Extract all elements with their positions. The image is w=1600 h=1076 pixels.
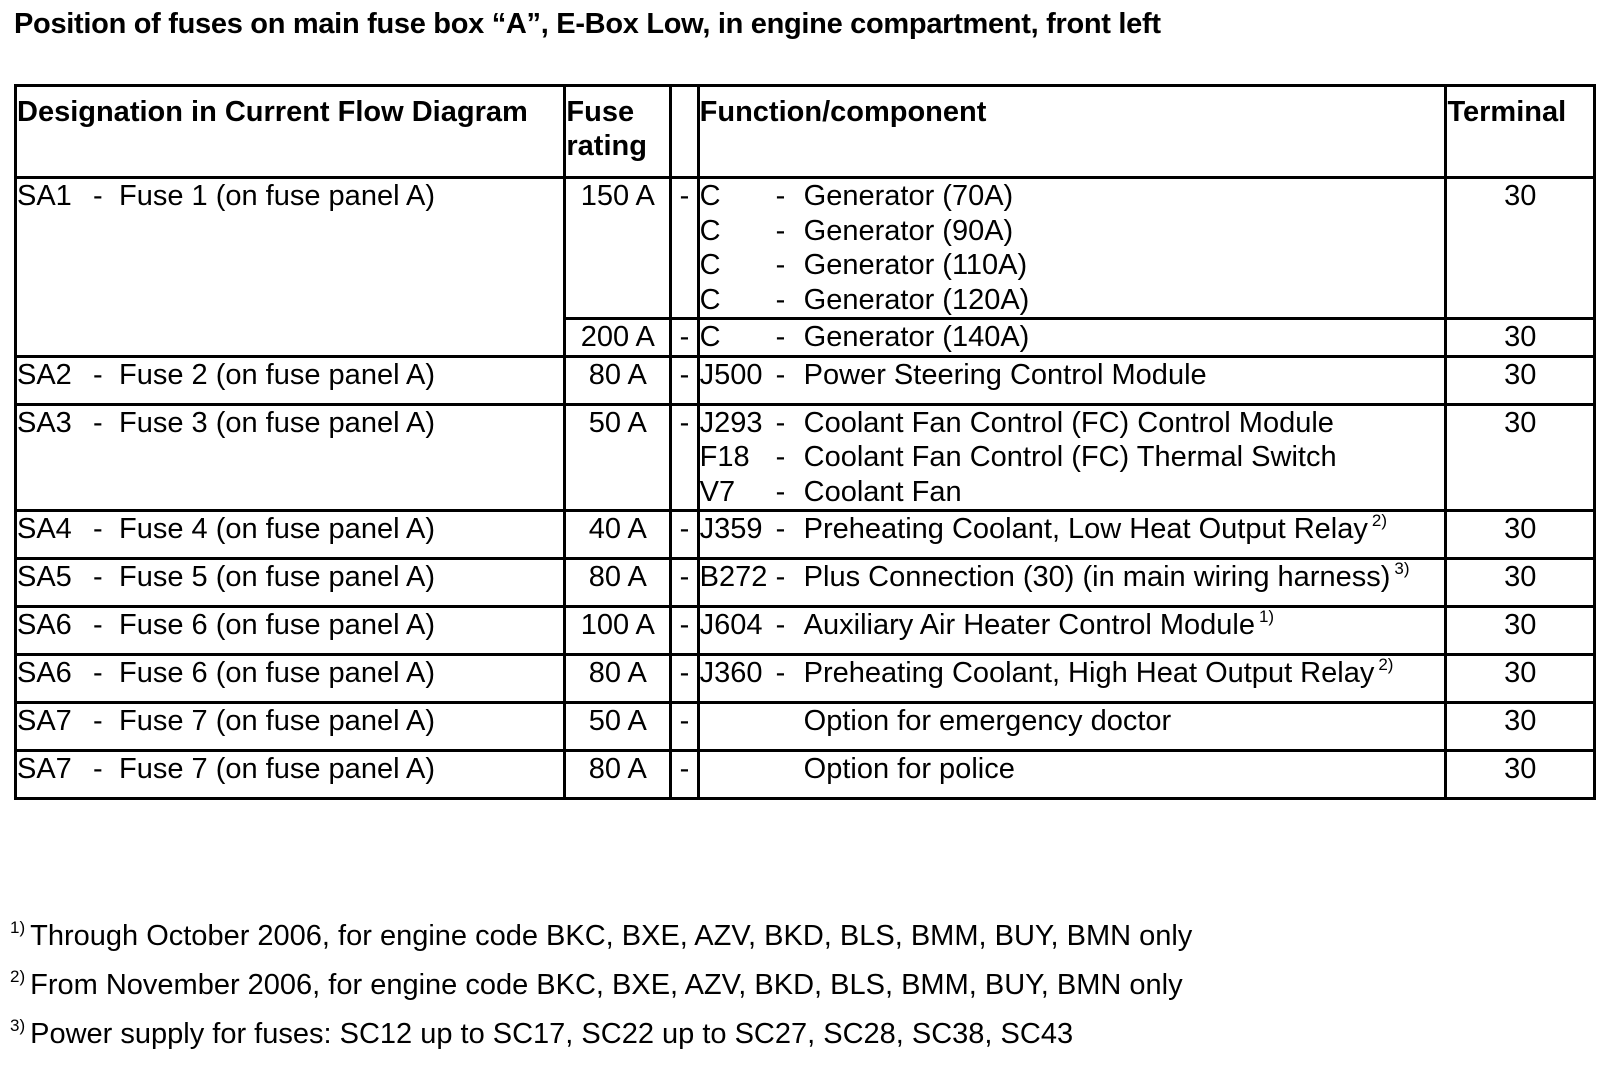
footnote-mark: 2) (10, 967, 26, 986)
component-name: Option for police (803, 753, 1015, 785)
component-code: C (699, 214, 721, 247)
table-row (16, 356, 1595, 404)
designation-separator: - (93, 753, 103, 785)
component-name: Generator (110A) (803, 249, 1028, 281)
designation-description: Fuse 5 (on fuse panel A) (119, 561, 435, 593)
component-code: J500 (699, 358, 763, 391)
dash-cell: - (671, 559, 698, 607)
designation-code: SA3 (17, 406, 72, 439)
designation-code: SA2 (17, 358, 72, 391)
function-line (700, 358, 1445, 393)
component-separator: - (775, 321, 786, 353)
function-line (700, 704, 1445, 739)
terminal-cell: 30 (1446, 511, 1595, 559)
terminal-cell: 30 (1446, 178, 1595, 319)
function-line (700, 440, 1445, 475)
designation-code: SA6 (17, 609, 72, 641)
component-name: Auxiliary Air Heater Control Module (803, 609, 1255, 641)
designation-separator: - (93, 609, 103, 641)
fuse-rating-cell: 100 A (565, 607, 671, 655)
fuse-rating-cell: 50 A (565, 703, 671, 751)
component-separator: - (775, 513, 786, 545)
dash-cell: - (671, 356, 698, 404)
function-line (700, 512, 1445, 547)
component-name: Coolant Fan Control (FC) Thermal Switch (803, 441, 1337, 473)
designation-separator: - (93, 513, 103, 545)
footnote-ref: 1) (1258, 607, 1275, 626)
designation-description: Fuse 1 (on fuse panel A) (119, 180, 435, 212)
terminal-cell: 30 (1446, 607, 1595, 655)
function-cell (698, 559, 1446, 607)
table-header-row (16, 86, 1595, 178)
designation-description: Fuse 6 (on fuse panel A) (119, 609, 435, 641)
designation-separator: - (93, 406, 103, 439)
dash-cell: - (671, 511, 698, 559)
component-separator: - (775, 441, 786, 473)
header-designation: Designation in Current Flow Diagram (16, 86, 565, 178)
dash-cell: - (671, 607, 698, 655)
function-line (700, 179, 1445, 214)
fuse-rating-cell: 150 A (565, 178, 671, 319)
designation-separator: - (93, 358, 103, 391)
header-terminal: Terminal (1446, 86, 1595, 178)
designation-cell (16, 511, 565, 559)
component-name: Generator (90A) (803, 214, 1014, 247)
function-cell (698, 319, 1446, 357)
component-code: J359 (699, 513, 763, 545)
component-name: Preheating Coolant, Low Heat Output Relay (803, 513, 1368, 545)
fuse-rating-cell: 50 A (565, 404, 671, 511)
component-separator: - (775, 249, 786, 281)
fuse-rating-cell: 80 A (565, 655, 671, 703)
designation-separator: - (93, 657, 103, 689)
designation-description: Fuse 7 (on fuse panel A) (119, 753, 435, 785)
function-line (700, 248, 1445, 283)
fuse-rating-cell: 200 A (565, 319, 671, 357)
fuse-rating-cell: 80 A (565, 356, 671, 404)
fuse-table (14, 84, 1596, 800)
footnote-mark: 3) (10, 1016, 26, 1035)
component-code: F18 (699, 441, 750, 473)
footnote-mark: 1) (10, 918, 26, 937)
designation-code: SA1 (17, 180, 72, 212)
designation-description: Fuse 7 (on fuse panel A) (119, 705, 435, 737)
component-name: Power Steering Control Module (803, 358, 1207, 391)
terminal-cell: 30 (1446, 319, 1595, 357)
component-separator: - (775, 475, 786, 508)
designation-cell (16, 404, 565, 511)
component-name: Generator (70A) (803, 180, 1014, 212)
component-name: Coolant Fan (803, 475, 962, 508)
table-row (16, 404, 1595, 511)
dash-cell: - (671, 178, 698, 319)
table-row (16, 751, 1595, 799)
header-rating-line2: rating (566, 130, 647, 162)
component-code: C (699, 249, 721, 281)
header-fuse-rating (565, 86, 671, 178)
footnote (10, 912, 1192, 961)
terminal-cell: 30 (1446, 751, 1595, 799)
designation-separator: - (93, 705, 103, 737)
footnotes (10, 912, 1192, 1059)
designation-cell (16, 751, 565, 799)
component-code: V7 (699, 475, 736, 508)
header-rating-line1: Fuse (566, 96, 635, 128)
component-name: Preheating Coolant, High Heat Output Relay (803, 657, 1375, 689)
table-row (16, 559, 1595, 607)
component-name: Generator (140A) (803, 321, 1030, 353)
designation-separator: - (93, 180, 103, 212)
table-row (16, 178, 1595, 319)
dash-cell: - (671, 655, 698, 703)
function-line (700, 283, 1445, 318)
component-name: Option for emergency doctor (803, 705, 1172, 737)
function-line (700, 406, 1445, 441)
designation-cell (16, 559, 565, 607)
function-line (700, 214, 1445, 249)
component-code: J360 (699, 657, 763, 689)
component-separator: - (775, 609, 786, 641)
fuse-rating-cell: 80 A (565, 559, 671, 607)
component-separator: - (775, 561, 786, 593)
designation-description: Fuse 3 (on fuse panel A) (119, 406, 435, 439)
dash-cell: - (671, 703, 698, 751)
header-function: Function/component (698, 86, 1446, 178)
designation-code: SA6 (17, 657, 72, 689)
component-code: J604 (699, 609, 763, 641)
designation-description: Fuse 4 (on fuse panel A) (119, 513, 435, 545)
component-code: C (699, 283, 721, 316)
function-cell (698, 655, 1446, 703)
footnote-ref: 2) (1378, 655, 1394, 674)
component-name: Coolant Fan Control (FC) Control Module (803, 406, 1334, 439)
designation-cell (16, 356, 565, 404)
component-separator: - (775, 657, 786, 689)
function-cell (698, 404, 1446, 511)
header-dash-column (671, 86, 698, 178)
function-cell (698, 178, 1446, 319)
function-cell (698, 751, 1446, 799)
dash-cell: - (671, 751, 698, 799)
function-cell (698, 356, 1446, 404)
function-line (700, 752, 1445, 787)
function-cell (698, 703, 1446, 751)
terminal-cell: 30 (1446, 655, 1595, 703)
footnote-ref: 3) (1394, 559, 1410, 578)
footnote-ref: 2) (1371, 511, 1388, 530)
designation-cell (16, 655, 565, 703)
component-code: C (699, 180, 721, 212)
component-separator: - (775, 283, 786, 316)
function-cell (698, 511, 1446, 559)
table-row (16, 511, 1595, 559)
terminal-cell: 30 (1446, 559, 1595, 607)
table-row (16, 703, 1595, 751)
footnote-text: Through October 2006, for engine code BKC, BXE, AZV, BKD, BLS, BMM, BUY, BMN only (30, 920, 1193, 952)
designation-code: SA7 (17, 705, 72, 737)
designation-cell (16, 178, 565, 357)
terminal-cell: 30 (1446, 356, 1595, 404)
dash-cell: - (671, 319, 698, 357)
table-row (16, 655, 1595, 703)
fuse-rating-cell: 40 A (565, 511, 671, 559)
footnote-text: From November 2006, for engine code BKC, BXE, AZV, BKD, BLS, BMM, BUY, BMN only (30, 969, 1183, 1001)
fuse-table-body (16, 178, 1595, 799)
designation-separator: - (93, 561, 103, 593)
designation-description: Fuse 2 (on fuse panel A) (119, 358, 435, 391)
footnote (10, 1010, 1192, 1059)
terminal-cell: 30 (1446, 404, 1595, 511)
function-line (700, 320, 1445, 355)
footnote (10, 961, 1192, 1010)
component-code: C (699, 321, 721, 353)
component-separator: - (775, 180, 786, 212)
component-code: J293 (699, 406, 763, 439)
designation-cell (16, 607, 565, 655)
designation-cell (16, 703, 565, 751)
fuse-rating-cell: 80 A (565, 751, 671, 799)
dash-cell: - (671, 404, 698, 511)
component-separator: - (775, 358, 786, 391)
table-row (16, 607, 1595, 655)
component-name: Generator (120A) (803, 283, 1030, 316)
designation-code: SA4 (17, 513, 72, 545)
function-cell (698, 607, 1446, 655)
component-separator: - (775, 406, 786, 439)
designation-description: Fuse 6 (on fuse panel A) (119, 657, 435, 689)
function-line (700, 560, 1445, 595)
designation-code: SA5 (17, 561, 72, 593)
footnote-text: Power supply for fuses: SC12 up to SC17, SC22 up to SC27, SC28, SC38, SC43 (30, 1018, 1074, 1050)
terminal-cell: 30 (1446, 703, 1595, 751)
function-line (700, 656, 1445, 691)
component-code: B272 (699, 561, 768, 593)
designation-code: SA7 (17, 753, 72, 785)
function-line (700, 608, 1445, 643)
component-name: Plus Connection (30) (in main wiring harness) (803, 561, 1391, 593)
component-separator: - (775, 214, 786, 247)
page-title: Position of fuses on main fuse box “A”, E-Box Low, in engine compartment, front left (14, 8, 1161, 40)
function-line (700, 475, 1445, 510)
